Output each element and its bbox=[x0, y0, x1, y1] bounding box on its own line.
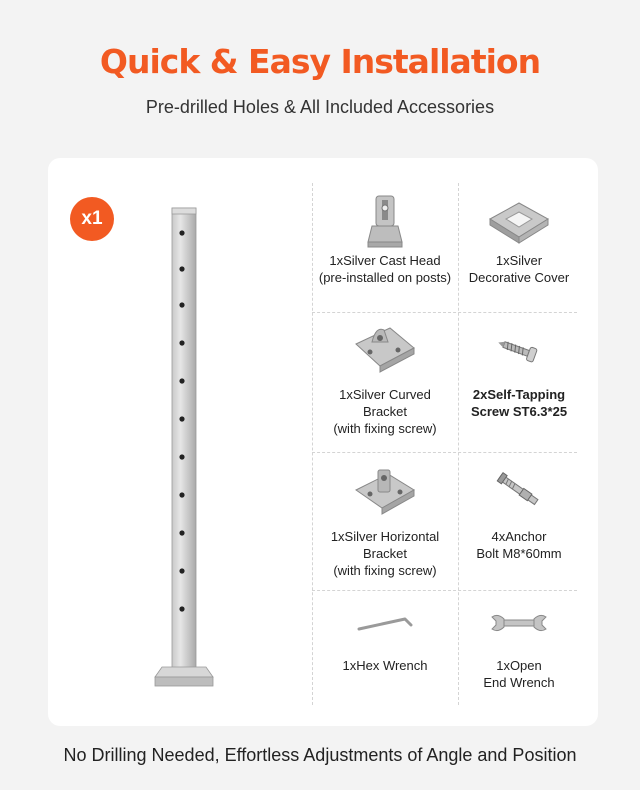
accessory-anchor-bolt bbox=[449, 460, 589, 562]
screw-icon bbox=[497, 320, 541, 380]
accessory-label: 2xSelf-Tapping Screw ST6.3*25 bbox=[470, 387, 568, 419]
accessory-horizontal-bracket bbox=[315, 460, 455, 579]
page-title: Quick & Easy Installation bbox=[99, 42, 541, 81]
accessory-label: 1xHex Wrench bbox=[342, 658, 428, 673]
page-subtitle: Pre-drilled Holes & All Included Accessories bbox=[145, 97, 495, 117]
decorative-cover-icon bbox=[486, 192, 552, 252]
open-end-wrench-icon bbox=[490, 600, 548, 645]
accessory-label: 1xSilver Cast Head (pre-installed on posts) bbox=[318, 253, 452, 285]
anchor-bolt-icon bbox=[492, 460, 546, 520]
accessory-cast-head bbox=[315, 192, 455, 286]
curved-bracket-icon bbox=[350, 320, 420, 380]
grid-divider bbox=[312, 452, 577, 453]
horizontal-bracket-icon bbox=[350, 460, 420, 520]
grid-divider bbox=[312, 312, 577, 313]
hex-wrench-icon bbox=[355, 600, 415, 645]
accessory-label: 1xSilver Curved Bracket (with fixing screw) bbox=[333, 387, 437, 436]
accessory-curved-bracket bbox=[315, 320, 455, 437]
accessory-open-end-wrench bbox=[449, 600, 589, 691]
railing-post-image bbox=[150, 205, 230, 695]
grid-divider bbox=[312, 183, 313, 705]
accessory-label: 1xSilver Decorative Cover bbox=[468, 253, 570, 285]
accessory-decorative-cover bbox=[449, 192, 589, 286]
accessory-label: 1xSilver Horizontal Bracket (with fixing screw) bbox=[330, 529, 440, 578]
accessory-hex-wrench bbox=[315, 600, 455, 674]
accessory-label: 1xOpen End Wrench bbox=[483, 658, 555, 690]
accessory-label: 4xAnchor Bolt M8*60mm bbox=[476, 529, 562, 561]
grid-divider bbox=[312, 590, 577, 591]
accessory-screw bbox=[449, 320, 589, 420]
footer-text: No Drilling Needed, Effortless Adjustments of Angle and Position bbox=[63, 745, 577, 765]
quantity-badge: x1 bbox=[70, 197, 114, 241]
cast-head-icon bbox=[362, 192, 408, 252]
